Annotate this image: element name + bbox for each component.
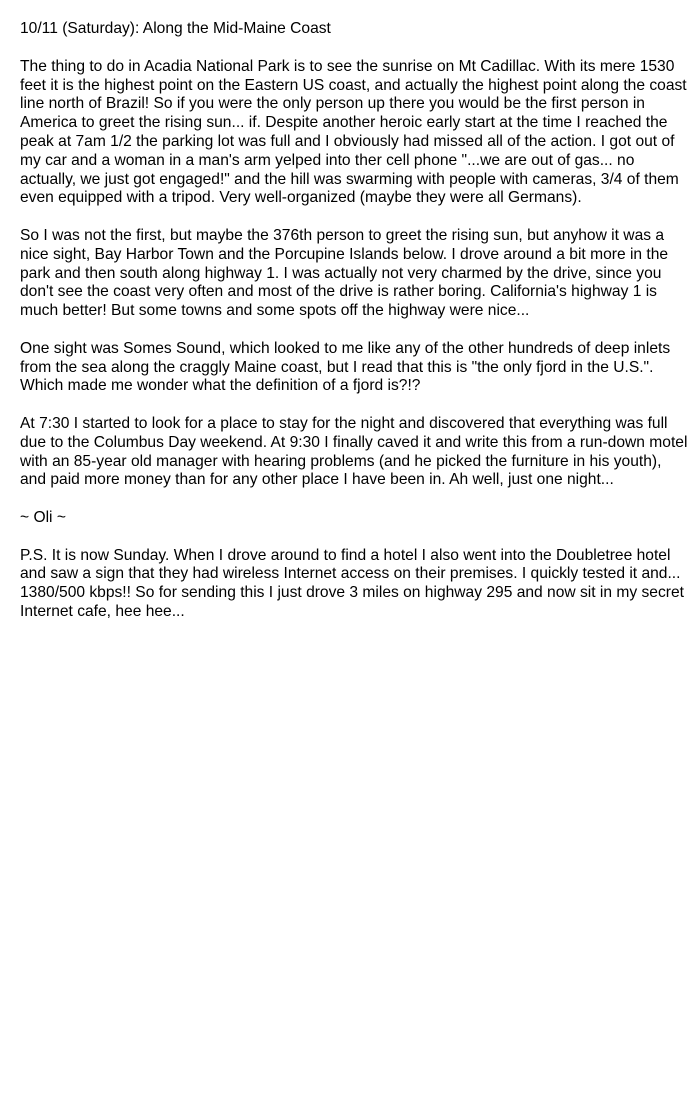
paragraph-sunrise-cadillac: The thing to do in Acadia National Park is to see the sunrise on Mt Cadillac. With its mere 1530 feet it is the highest point on the Eastern US coast, and actually the highest point along the coast line north of Brazil! So if you were the only person up there you would be the first person in America to greet the rising sun... if. Despite another heroic early start at the time I reached the peak at 7am 1/2 the parking lot was full and I obviously had missed all of the action. I got out of my car and a woman in a man's arm yelped into ther cell phone "...we are out of gas... no actually, we just got engaged!" and the hill was swarming with people with cameras, 3/4 of them even equipped with a tripod. Very well-organized (maybe they were all Germans).	[20, 57, 687, 207]
paragraph-motel: At 7:30 I started to look for a place to stay for the night and discovered that everything was full due to the Columbus Day weekend. At 9:30 I finally caved it and write this from a run-down motel with an 85-year old manager with hearing problems (and he picked the furniture in his youth), and paid more money than for any other place I have been in. Ah well, just one night...	[20, 414, 688, 489]
paragraph-somes-sound: One sight was Somes Sound, which looked to me like any of the other hundreds of deep inlets from the sea along the craggly Maine coast, but I read that this is "the only fjord in the U.S.". Which made me wonder what the definition of a fjord is?!?	[20, 339, 671, 395]
journal-page	[20, 20, 690, 641]
entry-title: 10/11 (Saturday): Along the Mid-Maine Coast	[20, 20, 331, 37]
paragraph-drive-highway-1: So I was not the first, but maybe the 376th person to greet the rising sun, but anyhow it was a nice sight, Bay Harbor Town and the Porcupine Islands below. I drove around a bit more in the park and then south along highway 1. I was actually not very charmed by the drive, since you don't see the coast very often and most of the drive is rather boring. California's highway 1 is much better! But some towns and some spots off the highway were nice...	[20, 226, 669, 320]
postscript: P.S. It is now Sunday. When I drove around to find a hotel I also went into the Doubletree hotel and saw a sign that they had wireless Internet access on their premises. I quickly tested it and... 1380/500 kbps!! So for sending this I just drove 3 miles on highway 295 and now sit in my secret Internet cafe, hee hee...	[20, 546, 684, 620]
signature: ~ Oli ~	[20, 508, 66, 526]
